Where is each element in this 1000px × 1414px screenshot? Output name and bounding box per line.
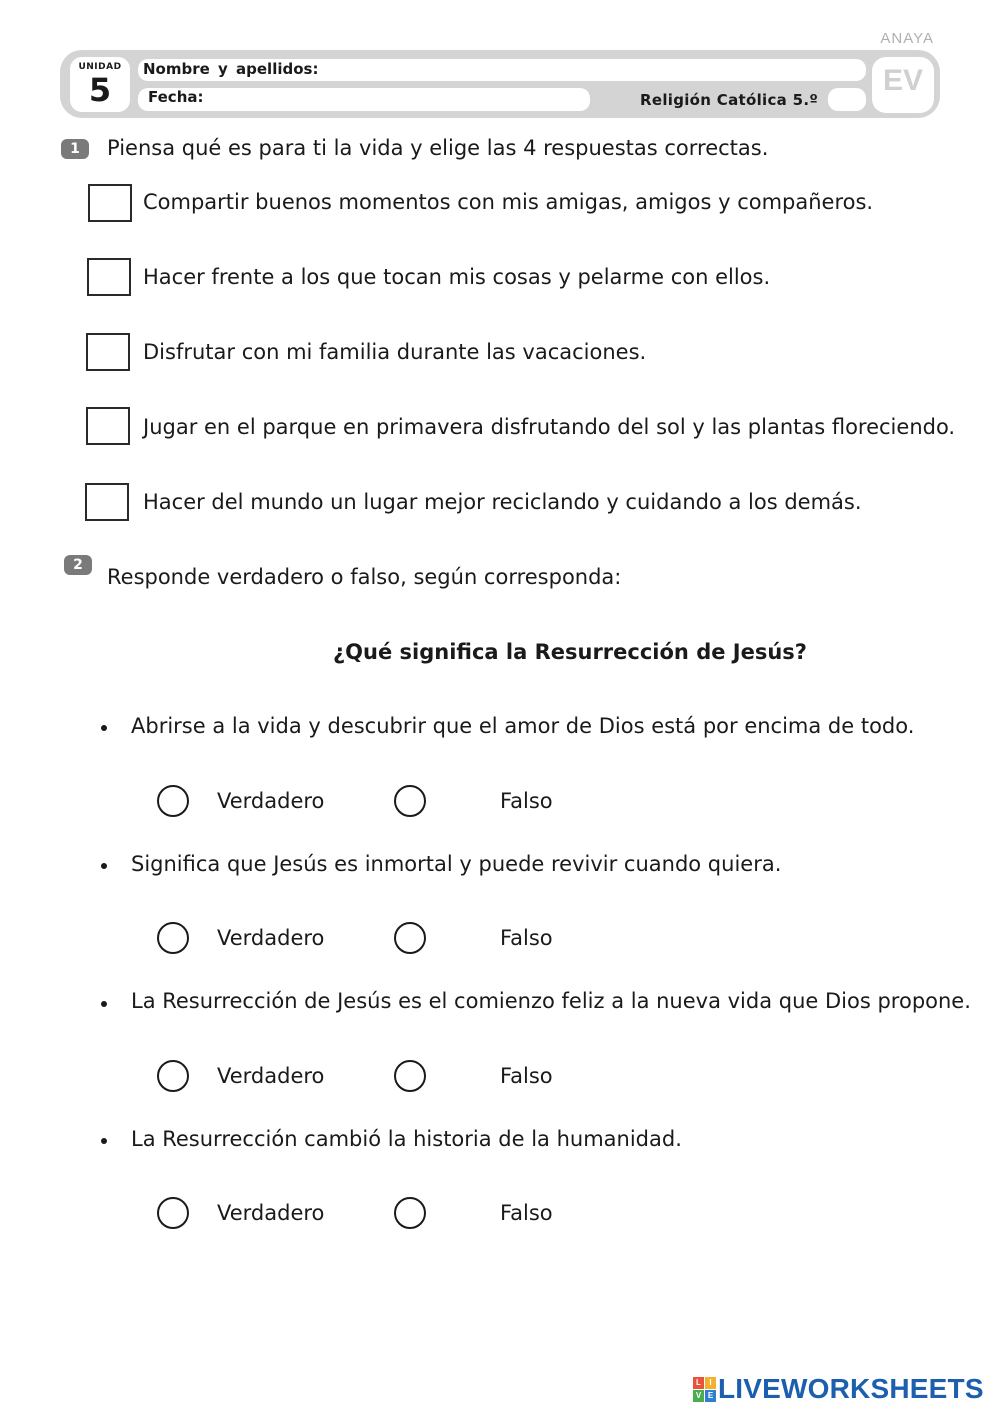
false-label: Falso (500, 1064, 553, 1088)
statement-4: La Resurrección cambió la historia de la humanidad. (131, 1127, 682, 1151)
logo-text: LIVEWORKSHEETS (718, 1373, 984, 1404)
ev-label: EV (882, 64, 924, 97)
false-label: Falso (500, 1201, 553, 1225)
radio-true-2[interactable] (157, 922, 189, 954)
radio-false-4[interactable] (394, 1197, 426, 1229)
bullet (101, 1001, 107, 1007)
grade-field[interactable] (828, 88, 866, 111)
publisher-brand: ANAYA (880, 30, 934, 47)
radio-false-1[interactable] (394, 785, 426, 817)
unit-number: 5 (88, 71, 112, 109)
date-label: Fecha: (148, 88, 204, 106)
section2-instruction: Responde verdadero o falso, según corresponda: (107, 565, 622, 589)
option-3: Disfrutar con mi familia durante las vacaciones. (143, 340, 647, 364)
section1-badge: 1 (61, 139, 89, 159)
checkbox-5[interactable] (85, 483, 129, 521)
true-label: Verdadero (217, 1201, 325, 1225)
statement-1: Abrirse a la vida y descubrir que el amor de Dios está por encima de todo. (131, 714, 915, 738)
name-label: Nombre y apellidos: (143, 60, 319, 78)
section2-badge: 2 (64, 555, 92, 575)
statement-3: La Resurrección de Jesús es el comienzo feliz a la nueva vida que Dios propone. (131, 989, 971, 1013)
date-field[interactable] (138, 88, 590, 111)
unit-label: UNIDAD (78, 62, 122, 72)
true-label: Verdadero (217, 926, 325, 950)
liveworksheets-logo[interactable] (693, 1373, 984, 1405)
bullet (101, 725, 107, 731)
radio-false-3[interactable] (394, 1060, 426, 1092)
option-1: Compartir buenos momentos con mis amigas, amigos y compañeros. (143, 190, 874, 214)
logo-letter: V (693, 1390, 704, 1402)
checkbox-4[interactable] (86, 407, 130, 445)
false-label: Falso (500, 789, 553, 813)
section1-instruction: Piensa qué es para ti la vida y elige las 4 respuestas correctas. (107, 136, 769, 160)
option-5: Hacer del mundo un lugar mejor reciclando y cuidando a los demás. (143, 490, 862, 514)
logo-letter: L (693, 1377, 704, 1389)
bullet (101, 1138, 107, 1144)
true-label: Verdadero (217, 1064, 325, 1088)
subject-label: Religión Católica 5.º (640, 91, 819, 109)
checkbox-1[interactable] (88, 184, 132, 222)
question-title: ¿Qué significa la Resurrección de Jesús? (333, 640, 807, 664)
logo-letter: I (705, 1377, 716, 1389)
checkbox-2[interactable] (87, 258, 131, 296)
bullet (101, 863, 107, 869)
false-label: Falso (500, 926, 553, 950)
true-label: Verdadero (217, 789, 325, 813)
option-4: Jugar en el parque en primavera disfrutando del sol y las plantas floreciendo. (143, 415, 956, 439)
checkbox-3[interactable] (86, 333, 130, 371)
option-2: Hacer frente a los que tocan mis cosas y pelarme con ellos. (143, 265, 771, 289)
radio-true-1[interactable] (157, 785, 189, 817)
radio-true-4[interactable] (157, 1197, 189, 1229)
logo-icon (693, 1377, 716, 1402)
radio-false-2[interactable] (394, 922, 426, 954)
logo-letter: E (705, 1390, 716, 1402)
statement-2: Significa que Jesús es inmortal y puede revivir cuando quiera. (131, 852, 782, 876)
radio-true-3[interactable] (157, 1060, 189, 1092)
